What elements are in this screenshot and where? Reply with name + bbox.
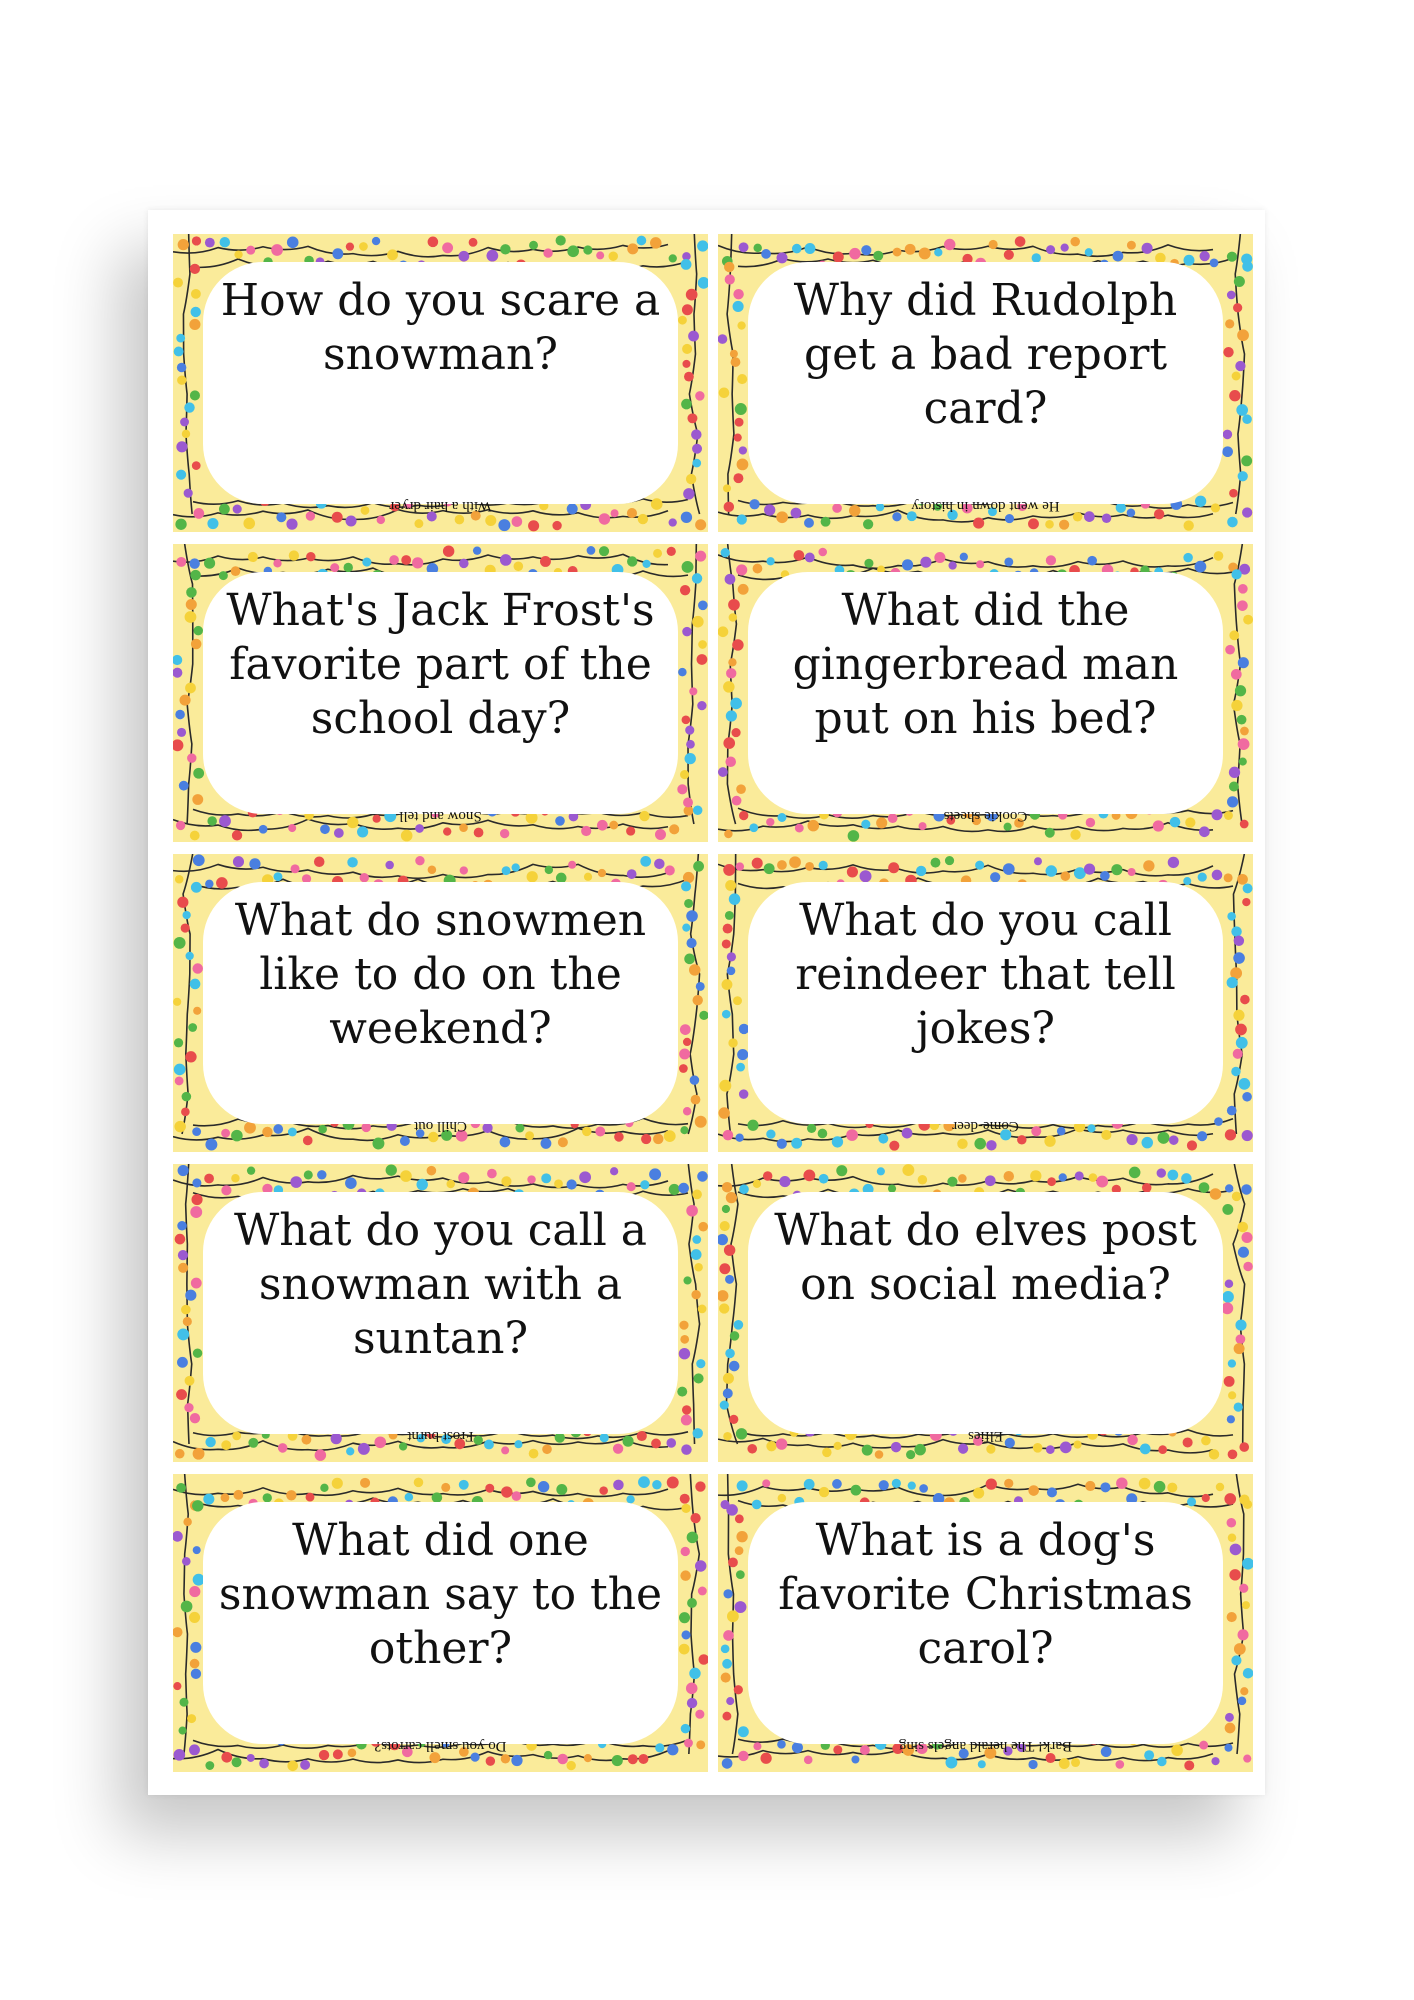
joke-card [173,234,708,532]
joke-card [718,544,1253,842]
joke-answer: Snow and tell [399,808,482,824]
joke-card [173,544,708,842]
joke-card [718,234,1253,532]
joke-question: Why did Rudolph get a bad report card? [793,275,1178,434]
joke-answer: Elfies [968,1428,1003,1444]
joke-card [173,1164,708,1462]
joke-card [173,1474,708,1772]
joke-answer: Frost burnt [407,1428,474,1444]
joke-card [173,854,708,1152]
joke-question: What do you call reindeer that tell jokes? [795,895,1176,1054]
joke-answer: Cookie sheets [943,808,1028,824]
joke-question: What did one snowman say to the other? [218,1515,663,1674]
joke-question: What is a dog's favorite Christmas carol? [778,1515,1193,1674]
joke-answer: Do you smell carrots? [374,1738,507,1754]
joke-question: What's Jack Frost's favorite part of the school day? [226,585,655,744]
joke-question: What do snowmen like to do on the weekend? [234,895,647,1054]
joke-answer: With a hair dryer [389,498,492,514]
printable-sheet [148,210,1265,1795]
joke-answer: Come-deer [952,1118,1019,1134]
joke-answer: Chill out [414,1118,467,1134]
joke-card [718,1474,1253,1772]
joke-question: What do you call a snowman with a suntan? [233,1205,647,1364]
joke-card [718,854,1253,1152]
joke-card [718,1164,1253,1462]
joke-answer: He went down in history [911,498,1060,514]
joke-question: What do elves post on social media? [774,1205,1197,1310]
joke-question: How do you scare a snowman? [220,275,661,380]
joke-question: What did the gingerbread man put on his bed? [792,585,1179,744]
joke-answer: Bark! The herald angels sing [899,1738,1073,1754]
